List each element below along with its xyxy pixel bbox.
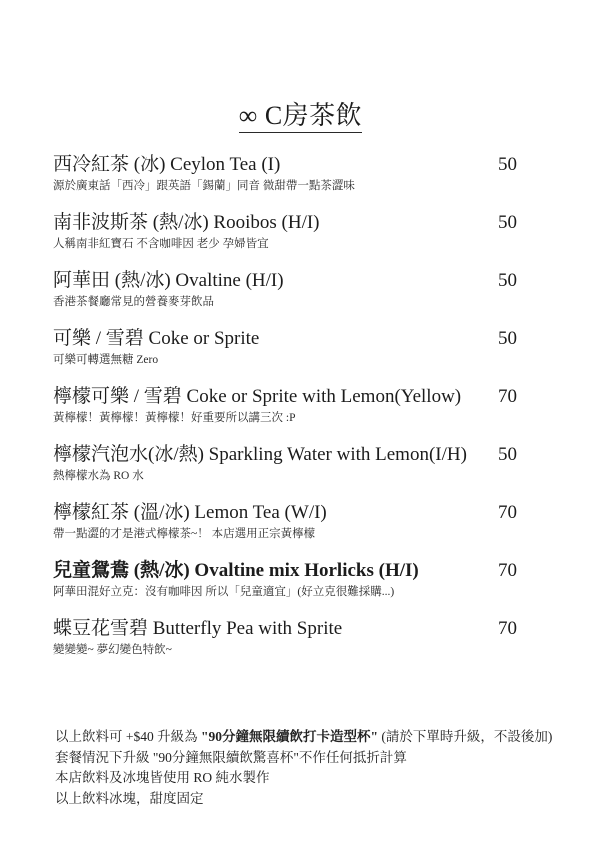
item-description: 帶一點澀的才是港式檸檬茶~！ 本店選用正宗黃檸檬 bbox=[53, 528, 316, 540]
menu-title-wrap bbox=[0, 101, 601, 133]
item-description: 阿華田混好立克：沒有咖啡因 所以「兒童適宜」(好立克很難採購...) bbox=[53, 586, 395, 598]
item-price: 70 bbox=[498, 560, 517, 581]
menu-item bbox=[53, 442, 517, 483]
footer-notes bbox=[55, 727, 561, 809]
footer-water-note: 本店飲料及冰塊皆使用 RO 純水製作 bbox=[55, 770, 270, 785]
item-price: 70 bbox=[498, 386, 517, 407]
item-name: 西冷紅茶 (冰) Ceylon Tea (I) bbox=[53, 154, 281, 175]
item-price: 50 bbox=[498, 270, 517, 291]
menu-item bbox=[53, 210, 517, 251]
menu-item bbox=[53, 500, 517, 541]
item-name: 阿華田 (熱/冰) Ovaltine (H/I) bbox=[53, 270, 284, 291]
footer-upgrade-post: (請於下單時升級，不設後加) bbox=[378, 729, 553, 744]
item-name: 兒童鴛鴦 (熱/冰) Ovaltine mix Horlicks (H/I) bbox=[53, 560, 419, 581]
item-description: 黃檸檬！黃檸檬！黃檸檬！好重要所以講三次 :P bbox=[53, 412, 296, 424]
item-description: 源於廣東話「西冷」跟英語「錫蘭」同音 微甜帶一點茶澀味 bbox=[53, 180, 355, 192]
menu-item bbox=[53, 616, 517, 657]
item-description: 熱檸檬水為 RO 水 bbox=[53, 470, 144, 482]
item-price: 70 bbox=[498, 618, 517, 639]
menu-title: ∞ C房茶飲 bbox=[239, 101, 362, 133]
item-name: 南非波斯茶 (熱/冰) Rooibos (H/I) bbox=[53, 212, 320, 233]
menu-list bbox=[53, 152, 517, 674]
item-name: 檸檬紅茶 (溫/冰) Lemon Tea (W/I) bbox=[53, 502, 327, 523]
item-description: 香港茶餐廳常見的營養麥芽飲品 bbox=[53, 296, 214, 308]
menu-item bbox=[53, 558, 517, 599]
menu-item bbox=[53, 152, 517, 193]
item-price: 50 bbox=[498, 444, 517, 465]
item-name: 可樂 / 雪碧 Coke or Sprite bbox=[53, 328, 260, 349]
item-name: 檸檬可樂 / 雪碧 Coke or Sprite with Lemon(Yellow) bbox=[53, 386, 462, 407]
footer-ice-note: 以上飲料冰塊，甜度固定 bbox=[55, 790, 204, 806]
item-price: 70 bbox=[498, 502, 517, 523]
item-name: 蝶豆花雪碧 Butterfly Pea with Sprite bbox=[53, 618, 343, 639]
item-price: 50 bbox=[498, 328, 517, 349]
item-description: 變變變~ 夢幻變色特飲~ bbox=[53, 644, 172, 656]
footer-upgrade-note bbox=[55, 727, 561, 748]
footer-combo-note: 套餐情況下升級 "90分鐘無限續飲驚喜杯"不作任何抵折計算 bbox=[55, 749, 407, 765]
item-description: 可樂可轉選無糖 Zero bbox=[53, 354, 159, 366]
menu-item bbox=[53, 268, 517, 309]
menu-item bbox=[53, 384, 517, 425]
item-description: 人稱南非紅寶石 不含咖啡因 老少 孕婦皆宜 bbox=[53, 238, 269, 250]
item-name: 檸檬汽泡水(冰/熱) Sparkling Water with Lemon(I/H) bbox=[53, 444, 467, 465]
menu-item bbox=[53, 326, 517, 367]
footer-upgrade-bold: "90分鐘無限續飲打卡造型杯" bbox=[201, 729, 378, 744]
item-price: 50 bbox=[498, 212, 517, 233]
item-price: 50 bbox=[498, 154, 517, 175]
footer-upgrade-pre: 以上飲料可 +$40 升級為 bbox=[55, 729, 201, 744]
